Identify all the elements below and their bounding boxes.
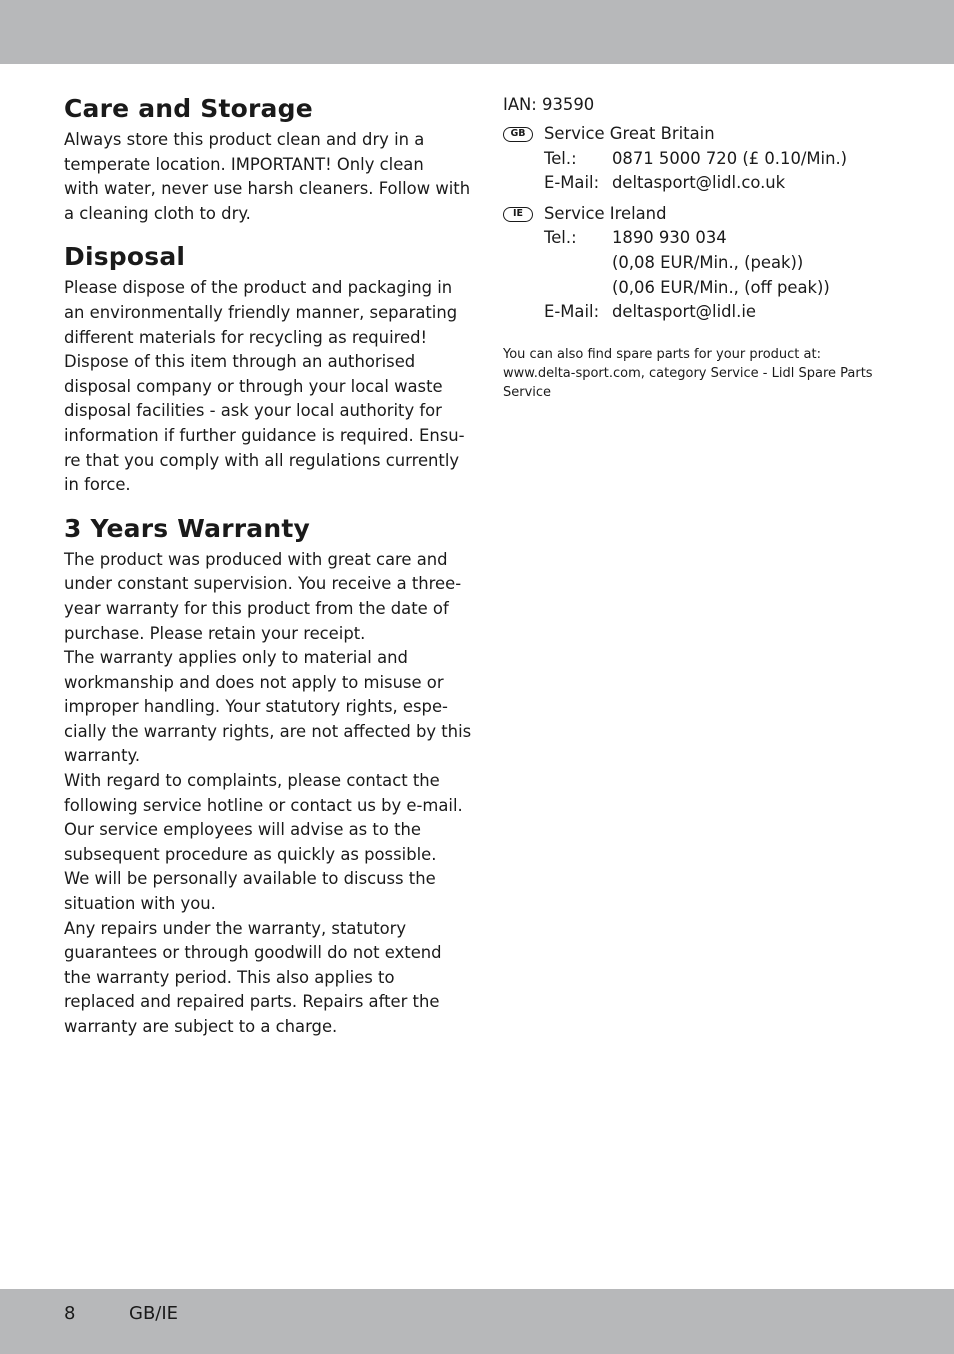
service-name: Service Ireland [544,203,667,223]
text-line: with water, never use harsh cleaners. Follow with [64,179,471,199]
text-line: under constant supervision. You receive a three- [64,574,462,594]
telephone-line: 1890 930 034 [612,228,727,248]
telephone-row [544,147,903,172]
spare-parts-note [503,345,903,402]
page-number: 8 [64,1303,76,1324]
text-line: information if further guidance is required. Ensu- [64,425,465,445]
note-line: Service [503,384,552,400]
telephone-rate-line: (0,08 EUR/Min., (peak)) [612,252,804,272]
header-band [0,0,954,64]
text-line: an environmentally friendly manner, separating [64,302,458,322]
telephone-label: Tel.: [544,228,577,248]
text-line: in force. [64,475,131,495]
service-ireland [503,202,903,325]
care-and-storage-section [64,92,471,226]
telephone-line: 0871 5000 720 (£ 0.10/Min.) [612,148,848,168]
email-row [544,300,903,325]
ian-number: IAN: 93590 [503,95,595,114]
text-line: following service hotline or contact us by e-mail. [64,795,463,815]
email-row [544,171,903,196]
text-line: year warranty for this product from the date of [64,598,449,618]
telephone-rate-line: (0,06 EUR/Min., (off peak)) [612,277,830,297]
warranty-heading: 3 Years Warranty [64,513,310,543]
text-line: disposal company or through your local waste [64,376,443,396]
text-line: subsequent procedure as quickly as possible. [64,844,437,864]
disposal-section [64,240,465,497]
telephone-value [612,226,830,300]
email-label: E-Mail: [544,173,600,193]
text-line: Always store this product clean and dry in a [64,130,425,149]
text-line: workmanship and does not apply to misuse or [64,672,444,692]
text-line: disposal facilities - ask your local authority for [64,401,442,421]
text-line: The warranty applies only to material and [64,648,408,668]
text-line: improper handling. Your statutory rights, espe- [64,697,448,717]
region-label: GB/IE [129,1303,179,1324]
text-line: a cleaning cloth to dry. [64,203,251,223]
telephone-label: Tel.: [544,148,577,168]
email-address[interactable]: deltasport@lidl.co.uk [612,173,786,193]
text-line: Please dispose of the product and packaging in [64,278,453,298]
text-line: temperate location. IMPORTANT! Only clean [64,154,424,174]
text-line: Our service employees will advise as to the [64,820,421,840]
warranty-text [64,548,472,1040]
text-line: Dispose of this item through an authorised [64,352,416,372]
care-and-storage-text [64,128,471,226]
text-line: warranty. [64,746,141,766]
text-line: guarantees or through goodwill do not extend [64,943,442,963]
service-great-britain [503,122,903,196]
text-line: situation with you. [64,894,216,914]
ie-country-icon: IE [503,207,533,222]
text-line: replaced and repaired parts. Repairs after the [64,992,440,1012]
note-line: www.delta-sport.com, category Service - Lidl Spare Parts [503,365,873,381]
email-label: E-Mail: [544,302,600,322]
telephone-value [612,147,847,172]
text-line: We will be personally available to discuss the [64,869,436,889]
text-line: warranty are subject to a charge. [64,1017,338,1036]
disposal-text [64,276,465,497]
text-line: With regard to complaints, please contact the [64,771,440,791]
disposal-heading: Disposal [64,242,186,272]
text-line: Any repairs under the warranty, statutory [64,918,407,938]
care-and-storage-heading: Care and Storage [64,94,313,123]
right-column [503,92,903,402]
text-line: cially the warranty rights, are not affected by this [64,721,472,741]
email-address[interactable]: deltasport@lidl.ie [612,302,756,322]
left-column [64,92,472,1054]
telephone-row [544,226,903,300]
gb-country-icon: GB [503,127,533,142]
warranty-section [64,512,472,1040]
service-name: Service Great Britain [544,124,715,143]
text-line: the warranty period. This also applies to [64,967,395,987]
text-line: different materials for recycling as required! [64,327,428,347]
note-line: You can also find spare parts for your product at: [503,346,821,362]
text-line: The product was produced with great care and [64,549,448,569]
text-line: re that you comply with all regulations currently [64,450,460,470]
text-line: purchase. Please retain your receipt. [64,623,366,643]
